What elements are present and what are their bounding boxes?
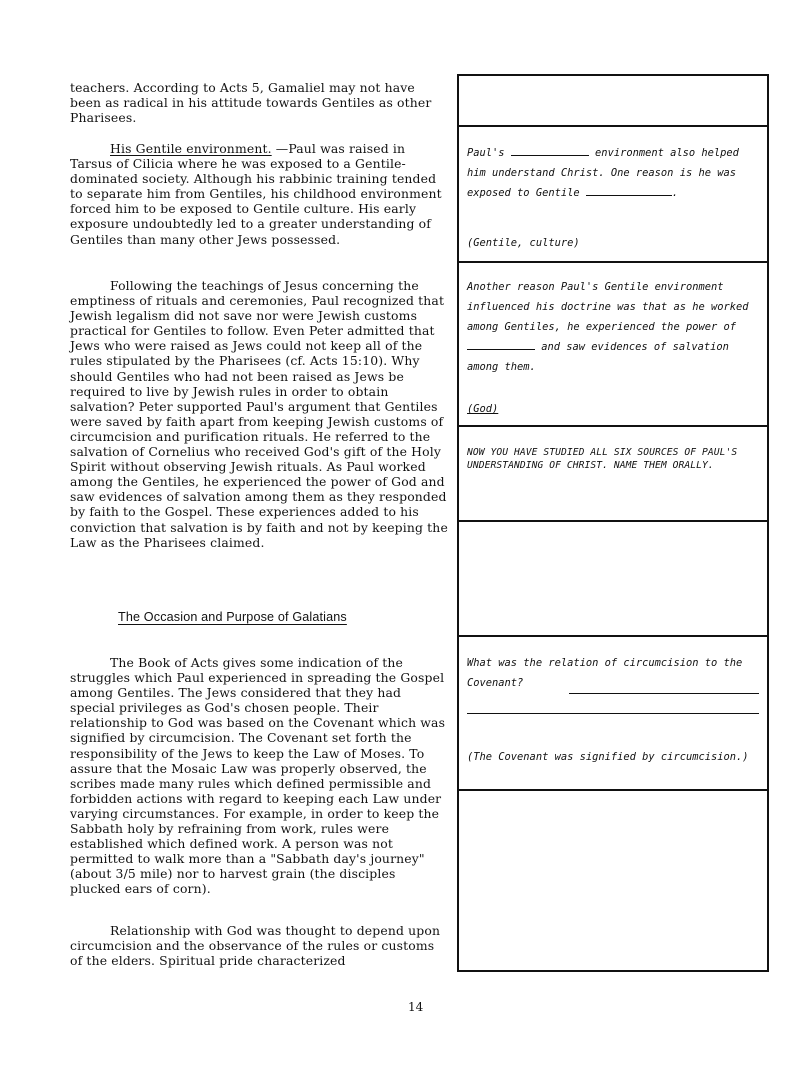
frame-answer: (God): [467, 403, 499, 415]
prompt-text: and saw evidences of salvation among them.: [467, 341, 729, 373]
paragraph-text: Paul was raised in Tarsus of Cilicia where he was exposed to a Gentile-dominated society. Although his rabbinic training tended to separate him from Gentiles, his childhood environment forced him to be exposed to Gentile culture. His early exposure undoubtedly led to a greater understanding of Gentiles than many other Jews possessed.: [70, 141, 442, 247]
prompt-text: Another reason Paul's Gentile environment influenced his doctrine was that as he worked among Gentiles, he experienced the power of: [467, 281, 749, 333]
frame-4-name-sources: [459, 427, 767, 522]
frame-3-power-of-god: [459, 263, 767, 427]
paragraph-relationship-with-god: [70, 923, 448, 968]
paragraph-gentile-environment: [70, 141, 448, 247]
paragraph-text: Following the teachings of Jesus concerning the emptiness of rituals and ceremonies, Paul recognized that Jewish legalism did not save nor were Jewish customs practical for Gentiles to follow. Even Peter admitted that Jews who were raised as Jews could not keep all of the rules stipulated by the Pharisees (cf. Acts 15:10). Why should Gentiles who had not been raised as Jews be required to live by Jewish rules in order to obtain salvation? Peter supported Paul's argument that Gentiles were saved by faith apart from keeping Jewish customs of circumcision and purification rituals. He referred to the salvation of Cornelius who received God's gift of the Holy Spirit without observing Jewish rituals. As Paul worked among the Gentiles, he experienced the power of God and saw evidences of salvation among them as they responded by faith to the Gospel. These experiences added to his conviction that salvation is by faith and not by keeping the Law as the Pharisees claimed.: [70, 278, 448, 550]
instruction-frames-panel: [457, 74, 769, 972]
paragraph-book-of-acts: [70, 655, 448, 897]
frame-prompt: [467, 277, 763, 377]
answer-blank[interactable]: [511, 143, 589, 156]
section-heading-occasion-purpose: The Occasion and Purpose of Galatians: [118, 610, 347, 624]
answer-blank[interactable]: [467, 337, 535, 350]
frame-answer: (The Covenant was signified by circumcision.): [467, 751, 749, 763]
frame-1-empty: [459, 76, 767, 127]
frame-7-empty: [459, 791, 767, 970]
prompt-text: Paul's: [467, 147, 511, 159]
frame-prompt: [467, 143, 763, 203]
prompt-text: .: [671, 187, 679, 199]
prompt-text: environment also helped him understand Christ. One reason is he was exposed to Gentile: [467, 147, 739, 199]
answer-blank-line-1[interactable]: [569, 681, 759, 694]
run-in-heading-gentile-environment: His Gentile environment.: [110, 141, 272, 156]
frame-instruction: NOW YOU HAVE STUDIED ALL SIX SOURCES OF PAUL'S UNDERSTANDING OF CHRIST. NAME THEM ORALLY.: [467, 447, 738, 471]
prompt-text: What was the relation of circumcision to the Covenant?: [467, 657, 743, 689]
paragraph-teachings-of-jesus: [70, 278, 448, 550]
frame-5-empty: [459, 522, 767, 637]
paragraph-text: The Book of Acts gives some indication of the struggles which Paul experienced in spreading the Gospel among Gentiles. The Jews considered that they had special privileges as God's chosen people. Their relationship to God was based on the Covenant which was signified by circumcision. The Covenant set forth the responsibility of the Jews to keep the Law of Moses. To assure that the Mosaic Law was properly observed, the scribes made many rules which defined permissible and forbidden actions with regard to keeping each Law under varying circumstances. For example, in order to keep the Sabbath holy by refraining from work, rules were established which defined work. A person was not permitted to walk more than a "Sabbath day's journey" (about 3/5 mile) nor to harvest grain (the disciples plucked ears of corn).: [70, 655, 446, 897]
em-dash: —: [271, 141, 289, 156]
answer-blank[interactable]: [586, 183, 672, 196]
answer-blank-line-2[interactable]: [467, 701, 759, 714]
frame-answer: (Gentile, culture): [467, 237, 580, 249]
frame-6-circumcision-covenant: [459, 637, 767, 791]
page-number: 14: [408, 1000, 424, 1014]
paragraph-text: Relationship with God was thought to depend upon circumcision and the observance of the rules or customs of the elders. Spiritual pride characterized: [70, 923, 441, 969]
paragraph-gamaliel: teachers. According to Acts 5, Gamaliel may not have been as radical in his attitude towards Gentiles as other Pharisees.: [70, 80, 432, 126]
frame-2-gentile-environment: [459, 127, 767, 263]
